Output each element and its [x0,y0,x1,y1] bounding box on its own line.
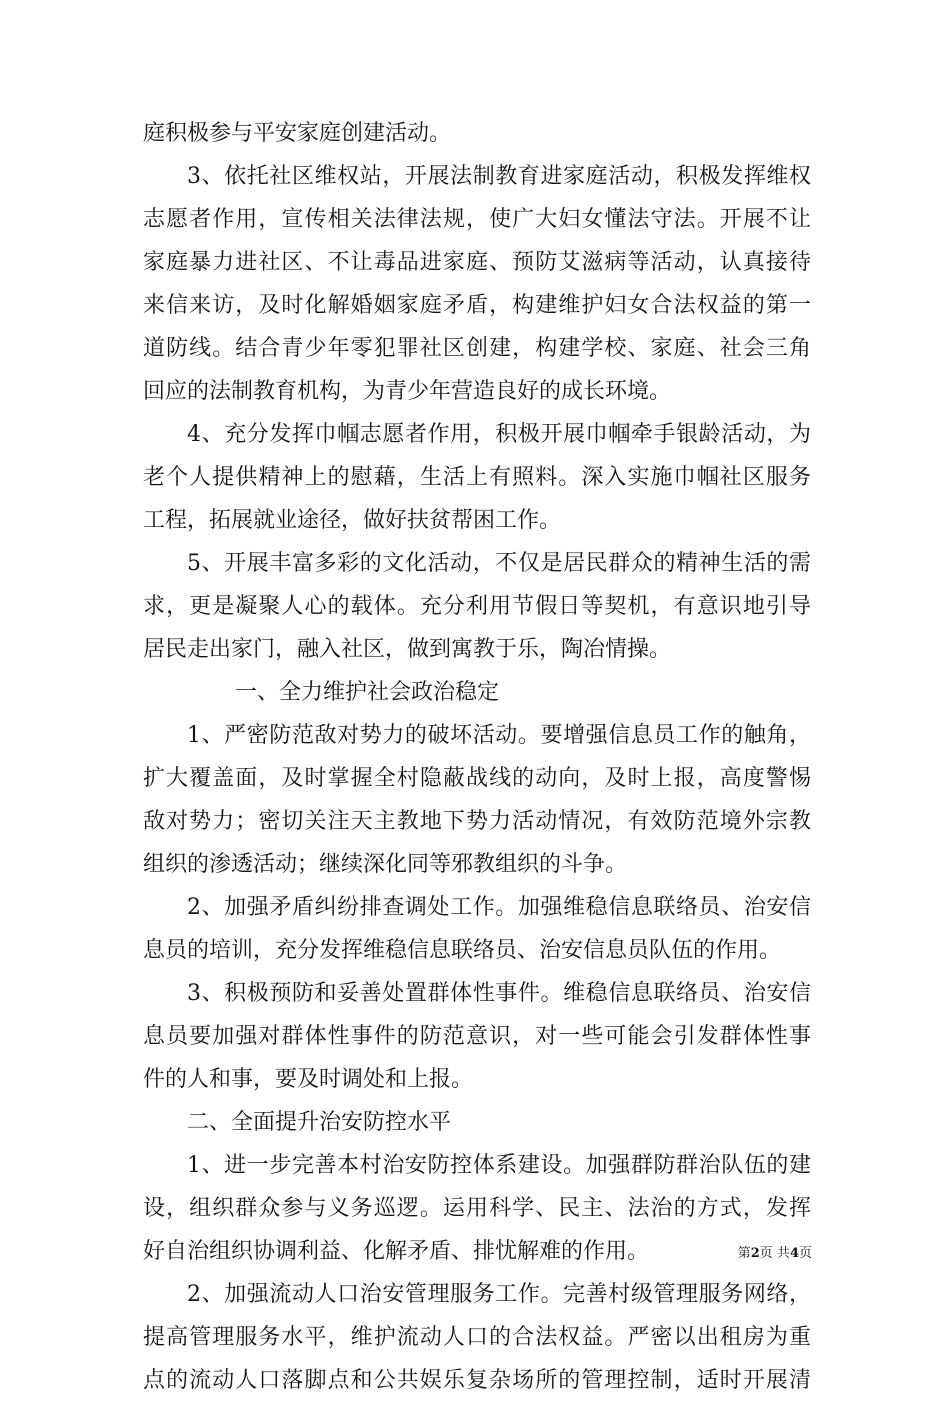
total-pages-number: 4 [789,1246,799,1261]
text-line: 敌对势力；密切关注天主教地下势力活动情况，有效防范境外宗教 [143,809,811,834]
document-body [143,112,811,1402]
text-line: 好自治组织协调利益、化解矛盾、排忧解难的作用。 [143,1239,650,1264]
text-line: 道防线。结合青少年零犯罪社区创建，构建学校、家庭、社会三角 [143,336,811,361]
text-line: 5、开展丰富多彩的文化活动，不仅是居民群众的精神生活的需 [187,551,811,576]
text-line: 2、加强流动人口治安管理服务工作。完善村级管理服务网络， [187,1282,811,1307]
page-number-suffix: 页 [798,1246,812,1261]
page-number-middle: 页 共 [759,1246,790,1261]
text-line: 居民走出家门，融入社区，做到寓教于乐，陶冶情操。 [143,637,672,662]
text-line: 庭积极参与平安家庭创建活动。 [143,121,452,146]
text-line: 回应的法制教育机构，为青少年营造良好的成长环境。 [143,379,672,404]
text-line: 3、积极预防和妥善处置群体性事件。维稳信息联络员、治安信 [187,981,811,1006]
text-line: 点的流动人口落脚点和公共娱乐复杂场所的管理控制，适时开展清 [143,1368,811,1393]
page-number-prefix: 第 [737,1246,751,1261]
text-line: 工程，拓展就业途径，做好扶贫帮困工作。 [143,508,562,533]
text-line: 1、严密防范敌对势力的破坏活动。要增强信息员工作的触角， [187,723,811,748]
text-line: 一、全力维护社会政治稳定 [235,680,500,705]
text-line: 息员要加强对群体性事件的防范意识，对一些可能会引发群体性事 [143,1024,811,1049]
text-line: 息员的培训，充分发挥维稳信息联络员、治安信息员队伍的作用。 [143,938,782,963]
text-line: 件的人和事，要及时调处和上报。 [143,1067,474,1092]
text-line: 求，更是凝聚人心的载体。充分利用节假日等契机，有意识地引导 [143,594,811,619]
text-line: 设，组织群众参与义务巡逻。运用科学、民主、法治的方式，发挥 [143,1196,811,1221]
text-line: 提高管理服务水平，维护流动人口的合法权益。严密以出租房为重 [143,1325,811,1350]
text-line: 3、依托社区维权站，开展法制教育进家庭活动，积极发挥维权 [187,164,811,189]
text-line: 2、加强矛盾纠纷排查调处工作。加强维稳信息联络员、治安信 [187,895,811,920]
text-line: 来信来访，及时化解婚姻家庭矛盾，构建维护妇女合法权益的第一 [143,293,811,318]
text-line: 组织的渗透活动；继续深化同等邪教组织的斗争。 [143,852,628,877]
text-line: 1、进一步完善本村治安防控体系建设。加强群防群治队伍的建 [187,1153,811,1178]
text-line: 老个人提供精神上的慰藉，生活上有照料。深入实施巾帼社区服务 [143,465,811,490]
text-line: 二、全面提升治安防控水平 [187,1110,452,1135]
text-line: 4、充分发挥巾帼志愿者作用，积极开展巾帼牵手银龄活动，为 [187,422,811,447]
page-footer [700,1245,812,1263]
text-line: 志愿者作用，宣传相关法律法规，使广大妇女懂法守法。开展不让 [143,207,811,232]
text-line: 扩大覆盖面，及时掌握全村隐蔽战线的动向，及时上报，高度警惕 [143,766,811,791]
text-line: 家庭暴力进社区、不让毒品进家庭、预防艾滋病等活动，认真接待 [143,250,811,275]
current-page-number: 2 [750,1246,760,1261]
